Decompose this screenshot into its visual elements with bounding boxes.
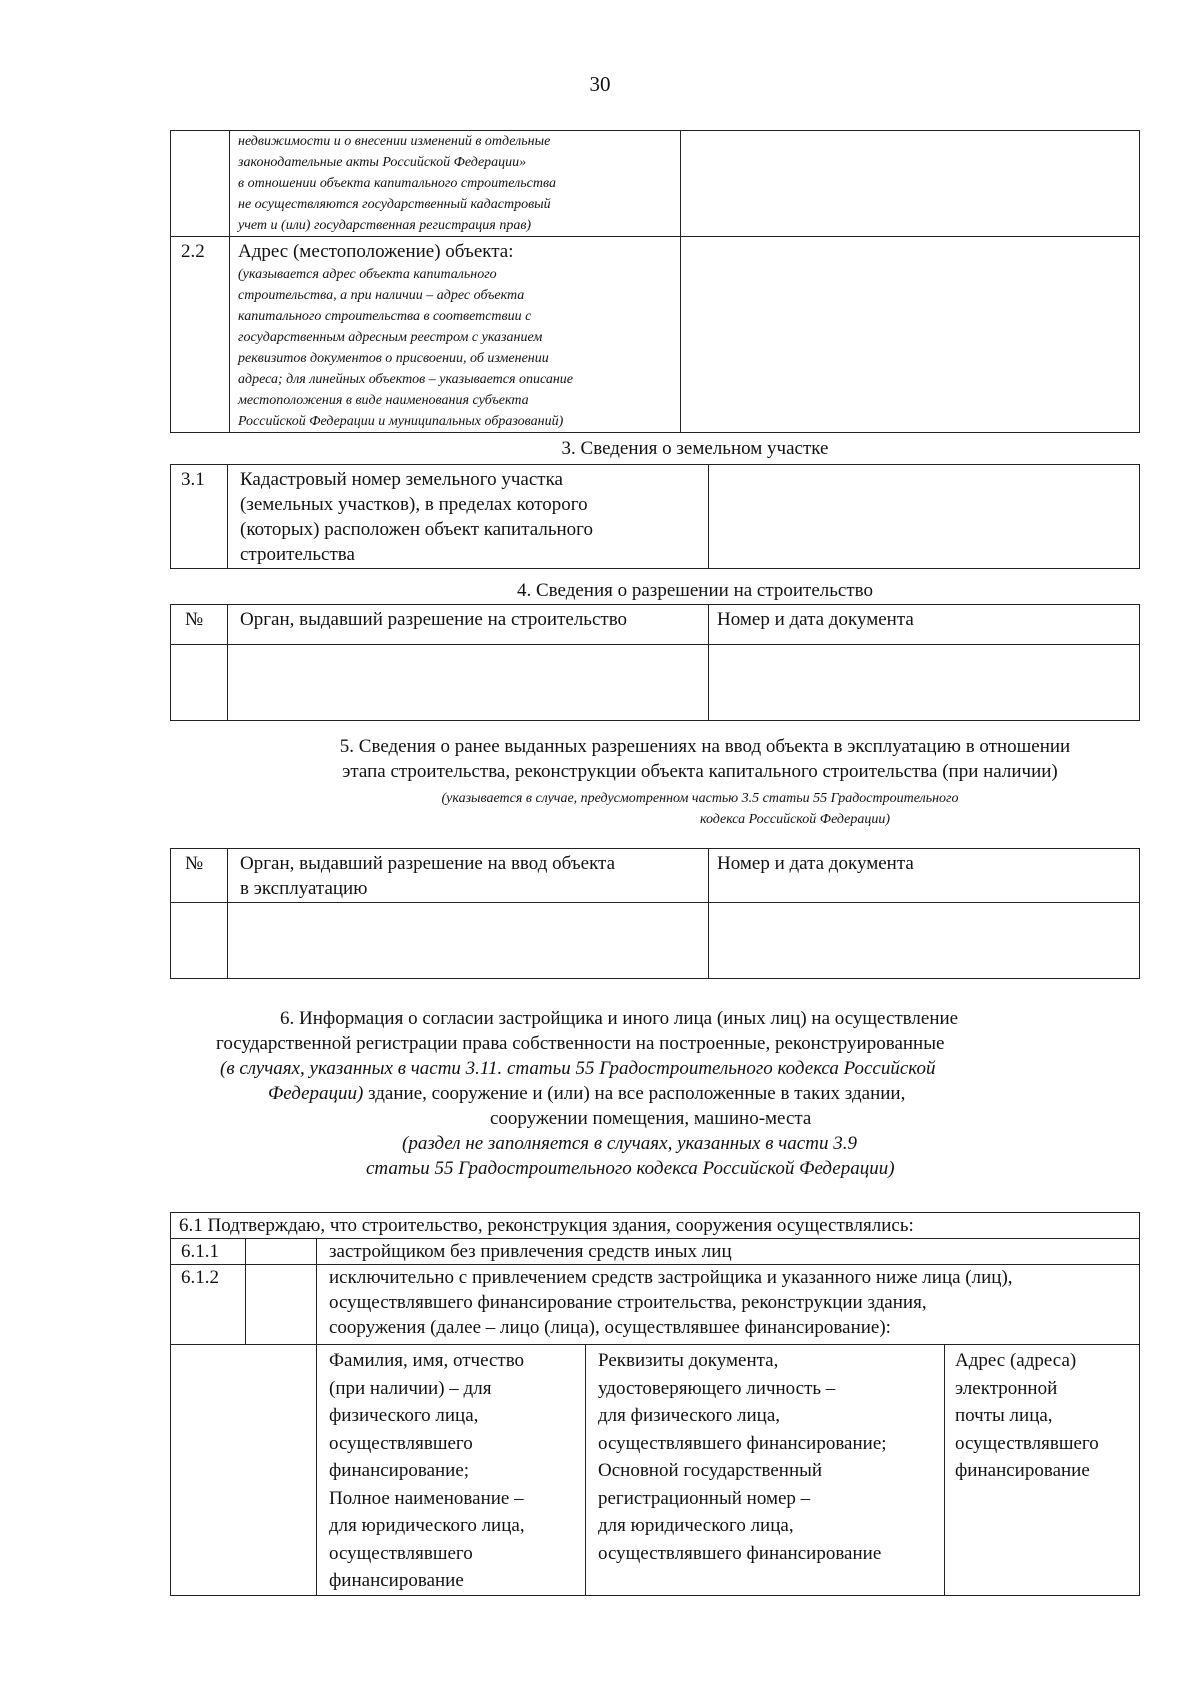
section6-title-line: 6. Информация о согласии застройщика и иного лица (иных лиц) на осуществление	[280, 1008, 959, 1029]
col-body-header	[228, 849, 709, 903]
col-body-header: Орган, выдавший разрешение на строительство	[228, 605, 709, 645]
address-label: Адрес (местоположение) объекта:	[238, 241, 514, 262]
section6-title-line-italic: (в случаях, указанных в части 3.11. статьи 55 Градостроительного кодекса Российской	[220, 1058, 936, 1079]
address-note-line: капитального строительства в соответствии с	[238, 309, 532, 324]
section6-note-line: (раздел не заполняется в случаях, указанных в части 3.9	[402, 1133, 857, 1154]
continuation-line: недвижимости и о внесении изменений в отдельные	[238, 134, 551, 149]
col-financier-email: Адрес (адреса) электронной почты лица, осуществлявшего финансирование	[945, 1345, 1140, 1596]
section4-title: 4. Сведения о разрешении на строительство	[516, 580, 874, 601]
row-6-1-2-line: исключительно с привлечением средств застройщика и указанного ниже лица (лиц),	[329, 1267, 1013, 1288]
row-6-1-2-checkbox-cell[interactable]	[246, 1265, 317, 1345]
cadastral-label-cell	[228, 465, 709, 569]
address-note-line: (указывается адрес объекта капитального	[238, 267, 497, 282]
row-6-1-1-number: 6.1.1	[171, 1239, 246, 1265]
col-num-header: №	[171, 849, 228, 903]
cadastral-label-line: (которых) расположен объект капитального	[240, 519, 593, 540]
address-note-line: адреса; для линейных объектов – указывается описание	[238, 372, 573, 387]
section4-table	[170, 604, 1140, 721]
address-note-line: реквизитов документов о присвоении, об изменении	[238, 351, 549, 366]
row-6-1-2-number: 6.1.2	[171, 1265, 246, 1345]
section6-note-line: статьи 55 Градостроительного кодекса Российской Федерации)	[366, 1158, 895, 1179]
col-doc-header: Номер и дата документа	[709, 605, 1140, 645]
cadastral-label-line: строительства	[240, 544, 355, 565]
page-number: 30	[589, 72, 611, 96]
cadastral-label-line: Кадастровый номер земельного участка	[240, 469, 563, 490]
address-note-line: Российской Федерации и муниципальных образований)	[238, 414, 564, 429]
address-value-cell	[681, 237, 1140, 433]
section6-italic-fragment: Федерации)	[268, 1083, 364, 1104]
section5-note-line: кодекса Российской Федерации)	[699, 812, 891, 827]
col-num-header: №	[171, 605, 228, 645]
continuation-line: учет и (или) государственная регистрация прав)	[238, 218, 532, 233]
section6-title-line: сооружении помещения, машино-места	[490, 1108, 812, 1129]
row-3-1-number: 3.1	[171, 465, 228, 569]
section6-title	[170, 1006, 1140, 1181]
empty-num-cell	[171, 131, 230, 237]
col-body-line: Орган, выдавший разрешение на ввод объекта	[240, 853, 616, 874]
empty-cell	[171, 1345, 317, 1596]
row-2-2-label-cell	[230, 237, 681, 433]
value-cell	[681, 131, 1140, 237]
section6-regular-fragment: здание, сооружение и (или) на все расположенные в таких здании,	[363, 1083, 906, 1104]
empty-cell	[171, 645, 228, 721]
section5-title-line: этапа строительства, реконструкции объекта капитального строительства (при наличии)	[342, 761, 1058, 782]
col-doc-header: Номер и дата документа	[709, 849, 1140, 903]
empty-cell	[171, 903, 228, 979]
section5-note-line: (указывается в случае, предусмотренном частью 3.5 статьи 55 Градостроительного	[441, 791, 959, 806]
section6-table-header: 6.1 Подтверждаю, что строительство, реконструкция здания, сооружения осуществлялись:	[171, 1213, 1140, 1239]
cadastral-label-line: (земельных участков), в пределах которого	[240, 494, 588, 515]
empty-cell	[228, 903, 709, 979]
address-note-line: государственным адресным реестром с указанием	[238, 330, 543, 345]
section6-title-line: государственной регистрации права собственности на построенные, реконструированные	[216, 1033, 945, 1054]
row-2-2-number: 2.2	[171, 237, 230, 433]
continuation-line: не осуществляются государственный кадастровый	[238, 197, 551, 212]
continuation-text-cell	[230, 131, 681, 237]
row-6-1-2-text	[317, 1265, 1140, 1345]
section6-table	[170, 1212, 1140, 1596]
empty-cell	[709, 645, 1140, 721]
empty-cell	[709, 903, 1140, 979]
address-note-line: строительства, а при наличии – адрес объекта	[238, 288, 525, 303]
row-6-1-2-line: осуществлявшего финансирование строительства, реконструкции здания,	[329, 1292, 927, 1313]
section2-table	[170, 130, 1140, 433]
col-financier-name: Фамилия, имя, отчество (при наличии) – для физического лица, осуществлявшего финансирование; Полное наименование – для юридического лица, осуществлявшего финансирование	[317, 1345, 586, 1596]
row-6-1-2-line: сооружения (далее – лицо (лица), осуществлявшее финансирование):	[329, 1317, 891, 1338]
continuation-line: в отношении объекта капитального строительства	[238, 176, 556, 191]
empty-cell	[228, 645, 709, 721]
col-financier-document: Реквизиты документа, удостоверяющего личность – для физического лица, осуществлявшего финансирование; Основной государственный регистрационный номер – для юридического лица, осуществлявшего финансирование	[586, 1345, 945, 1596]
address-note-line: местоположения в виде наименования субъекта	[238, 393, 529, 408]
section3-title: 3. Сведения о земельном участке	[561, 438, 829, 459]
row-6-1-1-checkbox-cell[interactable]	[246, 1239, 317, 1265]
section3-table	[170, 464, 1140, 569]
section5-title	[170, 734, 1140, 784]
section5-note	[170, 788, 1140, 830]
section5-table	[170, 848, 1140, 979]
cadastral-value-cell	[709, 465, 1140, 569]
col-body-line: в эксплуатацию	[240, 878, 368, 899]
continuation-line: законодательные акты Российской Федерации»	[238, 155, 527, 170]
row-6-1-1-text: застройщиком без привлечения средств иных лиц	[317, 1239, 1140, 1265]
section5-title-line: 5. Сведения о ранее выданных разрешениях на ввод объекта в эксплуатацию в отношении	[339, 736, 1071, 757]
